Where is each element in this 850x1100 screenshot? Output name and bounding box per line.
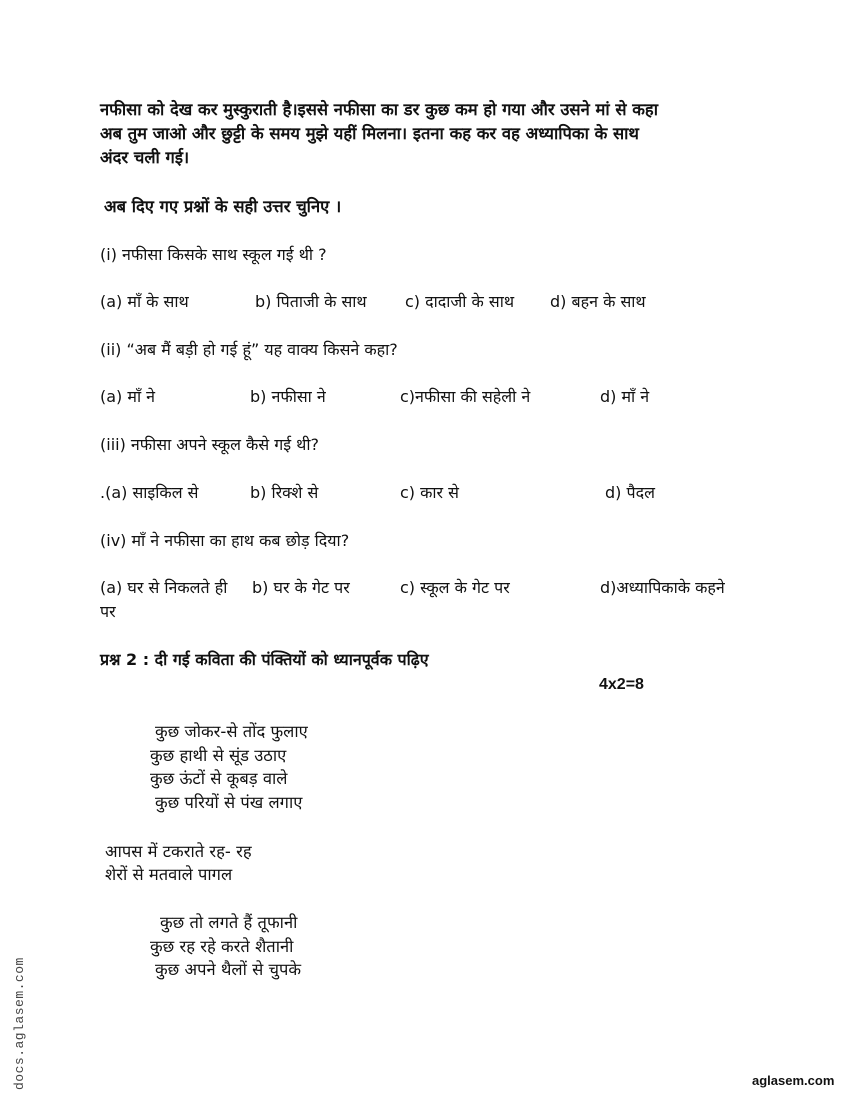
question-4-option-d: d)अध्यापिकाके कहने [600,578,725,597]
question-3-option-a: .(a) साइकिल से [100,483,199,502]
question-4-option-b: b) घर के गेट पर [252,578,350,597]
poem-line: कुछ अपने थैलों से चुपके [155,960,302,979]
question-1: (i) नफीसा किसके साथ स्कूल गई थी ? [100,245,327,264]
question-4: (iv) माँ ने नफीसा का हाथ कब छोड़ दिया? [100,531,350,550]
question-4-option-c: c) स्कूल के गेट पर [400,578,510,597]
question-2-option-c: c)नफीसा की सहेली ने [400,387,531,406]
instruction-text: अब दिए गए प्रश्नों के सही उत्तर चुनिए । [104,197,342,216]
question-2: (ii) “अब मैं बड़ी हो गई हूं” यह वाक्य किसने कहा? [100,340,398,359]
poem-line: आपस में टकराते रह- रह [105,842,252,861]
passage-line: अब तुम जाओ और छुट्टी के समय मुझे यहीं मिलना। इतना कह कर वह अध्यापिका के साथ [100,124,639,143]
poem-line: कुछ ऊंटों से कूबड़ वाले [150,769,288,788]
side-watermark: docs.aglasem.com [12,957,27,1090]
poem-line: शेरों से मतवाले पागल [105,865,233,884]
question-2-heading: प्रश्न 2 : दी गई कविता की पंक्तियों को ध्यानपूर्वक पढ़िए [100,650,429,669]
question-2-option-a: (a) माँ ने [100,387,156,406]
footer-watermark: aglasem.com [752,1073,835,1088]
question-3-option-d: d) पैदल [605,483,655,502]
question-2-option-b: b) नफीसा ने [250,387,326,406]
question-3-option-c: c) कार से [400,483,460,502]
poem-line: कुछ परियों से पंख लगाए [155,793,303,812]
passage-line: अंदर चली गई। [100,148,190,167]
poem-line: कुछ जोकर-से तोंद फुलाए [155,722,308,741]
question-1-option-a: (a) माँ के साथ [100,292,189,311]
question-3-option-b: b) रिक्शे से [250,483,319,502]
poem-line: कुछ तो लगते हैं तूफानी [160,913,298,932]
question-4-option-d-continued: पर [100,602,116,621]
question-1-option-b: b) पिताजी के साथ [255,292,367,311]
passage [100,98,760,170]
passage-line: नफीसा को देख कर मुस्कुराती है।इससे नफीसा का डर कुछ कम हो गया और उसने मां से कहा [100,100,658,119]
poem-line: कुछ हाथी से सूंड उठाए [150,746,287,765]
question-3: (iii) नफीसा अपने स्कूल कैसे गई थी? [100,435,320,454]
marks-label: 4x2=8 [599,676,644,693]
question-4-option-a: (a) घर से निकलते ही [100,578,228,597]
question-2-option-d: d) माँ ने [600,387,650,406]
poem-line: कुछ रह रहे करते शैतानी [150,937,294,956]
question-1-option-d: d) बहन के साथ [550,292,646,311]
question-1-option-c: c) दादाजी के साथ [405,292,515,311]
